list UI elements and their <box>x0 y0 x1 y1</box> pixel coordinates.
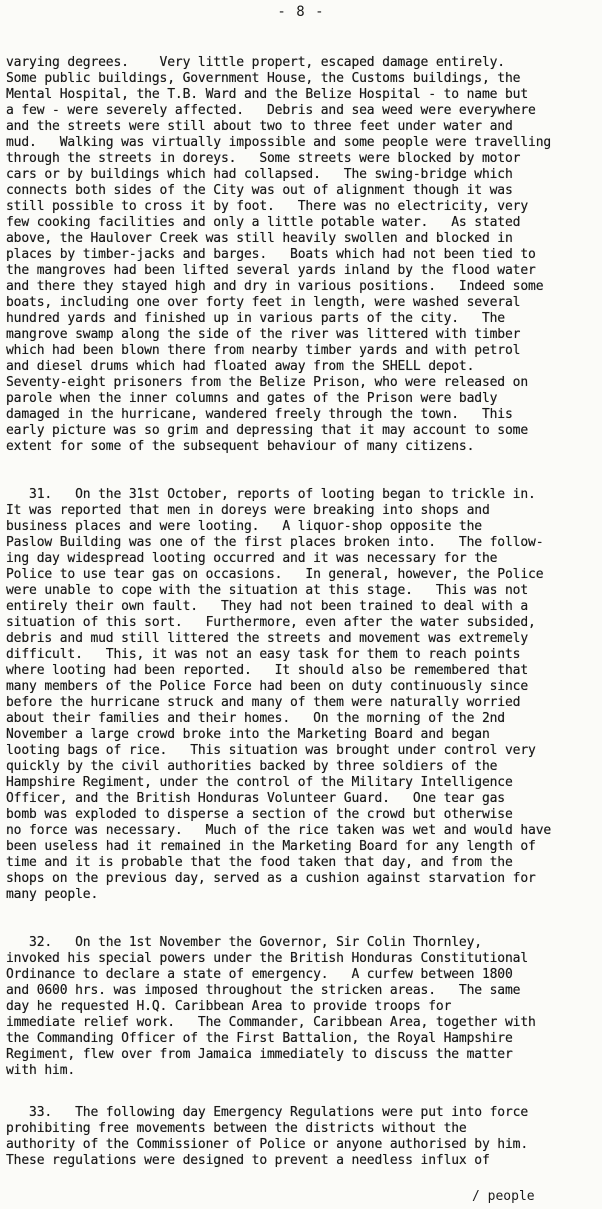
text-line: the Commanding Officer of the First Battalion, the Royal Hampshire <box>6 1031 513 1046</box>
text-line: the mangroves had been lifted several yards inland by the flood water <box>6 263 536 278</box>
text-line: Regiment, flew over from Jamaica immediately to discuss the matter <box>6 1047 513 1062</box>
text-line: and diesel drums which had floated away from the SHELL depot. <box>6 359 475 374</box>
text-line: 33. The following day Emergency Regulations were put into force <box>6 1105 529 1120</box>
text-line: Ordinance to declare a state of emergency. A curfew between 1800 <box>6 967 513 982</box>
text-line: Paslow Building was one of the first places broken into. The follow- <box>6 535 544 550</box>
text-line: no force was necessary. Much of the rice taken was wet and would have <box>6 823 552 838</box>
text-line: with him. <box>6 1063 76 1078</box>
text-line: invoked his special powers under the British Honduras Constitutional <box>6 951 529 966</box>
text-line: connects both sides of the City was out of alignment though it was <box>6 183 513 198</box>
text-line: debris and mud still littered the streets and movement was extremely <box>6 631 529 646</box>
text-line: November a large crowd broke into the Marketing Board and began <box>6 727 490 742</box>
text-line: boats, including one over forty feet in length, were washed several <box>6 295 521 310</box>
text-line: Some public buildings, Government House, the Customs buildings, the <box>6 71 521 86</box>
text-line: These regulations were designed to prevent a needless influx of <box>6 1153 490 1168</box>
text-line: were unable to cope with the situation at this stage. This was not <box>6 583 529 598</box>
text-line: and the streets were still about two to three feet under water and <box>6 119 513 134</box>
text-line: bomb was exploded to disperse a section of the crowd but otherwise <box>6 807 513 822</box>
text-line: mangrove swamp along the side of the river was littered with timber <box>6 327 521 342</box>
text-line: cars or by buildings which had collapsed. The swing-bridge which <box>6 167 513 182</box>
page-number: - 8 - <box>277 4 325 20</box>
text-line: situation of this sort. Furthermore, even after the water subsided, <box>6 615 536 630</box>
text-line: prohibiting free movements between the districts without the <box>6 1121 467 1136</box>
text-line: Officer, and the British Honduras Volunteer Guard. One tear gas <box>6 791 505 806</box>
text-line: many members of the Police Force had been on duty continuously since <box>6 679 529 694</box>
text-line: 31. On the 31st October, reports of looting began to trickle in. <box>6 487 536 502</box>
catchword: / people <box>472 1189 535 1204</box>
text-line: and there they stayed high and dry in various positions. Indeed some <box>6 279 544 294</box>
text-line: before the hurricane struck and many of them were naturally worried <box>6 695 521 710</box>
text-line: quickly by the civil authorities backed by three soldiers of the <box>6 759 498 774</box>
text-line: immediate relief work. The Commander, Caribbean Area, together with <box>6 1015 536 1030</box>
text-line: which had been blown there from nearby timber yards and with petrol <box>6 343 521 358</box>
text-line: Police to use tear gas on occasions. In general, however, the Police <box>6 567 544 582</box>
text-line: extent for some of the subsequent behaviour of many citizens. <box>6 439 475 454</box>
text-line: parole when the inner columns and gates of the Prison were badly <box>6 391 498 406</box>
text-line: few cooking facilities and only a little potable water. As stated <box>6 215 521 230</box>
text-line: about their families and their homes. On the morning of the 2nd <box>6 711 505 726</box>
text-line: where looting had been reported. It should also be remembered that <box>6 663 529 678</box>
text-line: a few - were severely affected. Debris and sea weed were everywhere <box>6 103 536 118</box>
text-line: still possible to cross it by foot. There was no electricity, very <box>6 199 529 214</box>
text-line: mud. Walking was virtually impossible and some people were travelling <box>6 135 552 150</box>
text-line: and 0600 hrs. was imposed throughout the stricken areas. The same <box>6 983 521 998</box>
text-line: day he requested H.Q. Caribbean Area to provide troops for <box>6 999 452 1014</box>
text-line: through the streets in doreys. Some streets were blocked by motor <box>6 151 521 166</box>
text-line: ing day widespread looting occurred and it was necessary for the <box>6 551 498 566</box>
text-line: time and it is probable that the food taken that day, and from the <box>6 855 513 870</box>
text-line: looting bags of rice. This situation was brought under control very <box>6 743 536 758</box>
text-line: varying degrees. Very little propert, escaped damage entirely. <box>6 55 505 70</box>
text-line: business places and were looting. A liquor-shop opposite the <box>6 519 482 534</box>
text-line: difficult. This, it was not an easy task for them to reach points <box>6 647 521 662</box>
text-line: 32. On the 1st November the Governor, Sir Colin Thornley, <box>6 935 482 950</box>
text-line: many people. <box>6 887 99 902</box>
text-line: early picture was so grim and depressing that it may account to some <box>6 423 529 438</box>
text-line: entirely their own fault. They had not been trained to deal with a <box>6 599 529 614</box>
text-line: shops on the previous day, served as a cushion against starvation for <box>6 871 536 886</box>
text-line: Seventy-eight prisoners from the Belize Prison, who were released on <box>6 375 529 390</box>
text-line: damaged in the hurricane, wandered freely through the town. This <box>6 407 513 422</box>
text-line: authority of the Commissioner of Police or anyone authorised by him. <box>6 1137 529 1152</box>
text-line: It was reported that men in doreys were breaking into shops and <box>6 503 490 518</box>
text-line: Mental Hospital, the T.B. Ward and the Belize Hospital - to name but <box>6 87 529 102</box>
text-line: hundred yards and finished up in various parts of the city. The <box>6 311 505 326</box>
text-line: been useless had it remained in the Marketing Board for any length of <box>6 839 536 854</box>
text-line: places by timber-jacks and barges. Boats which had not been tied to <box>6 247 536 262</box>
text-line: above, the Haulover Creek was still heavily swollen and blocked in <box>6 231 513 246</box>
text-line: Hampshire Regiment, under the control of the Military Intelligence <box>6 775 513 790</box>
